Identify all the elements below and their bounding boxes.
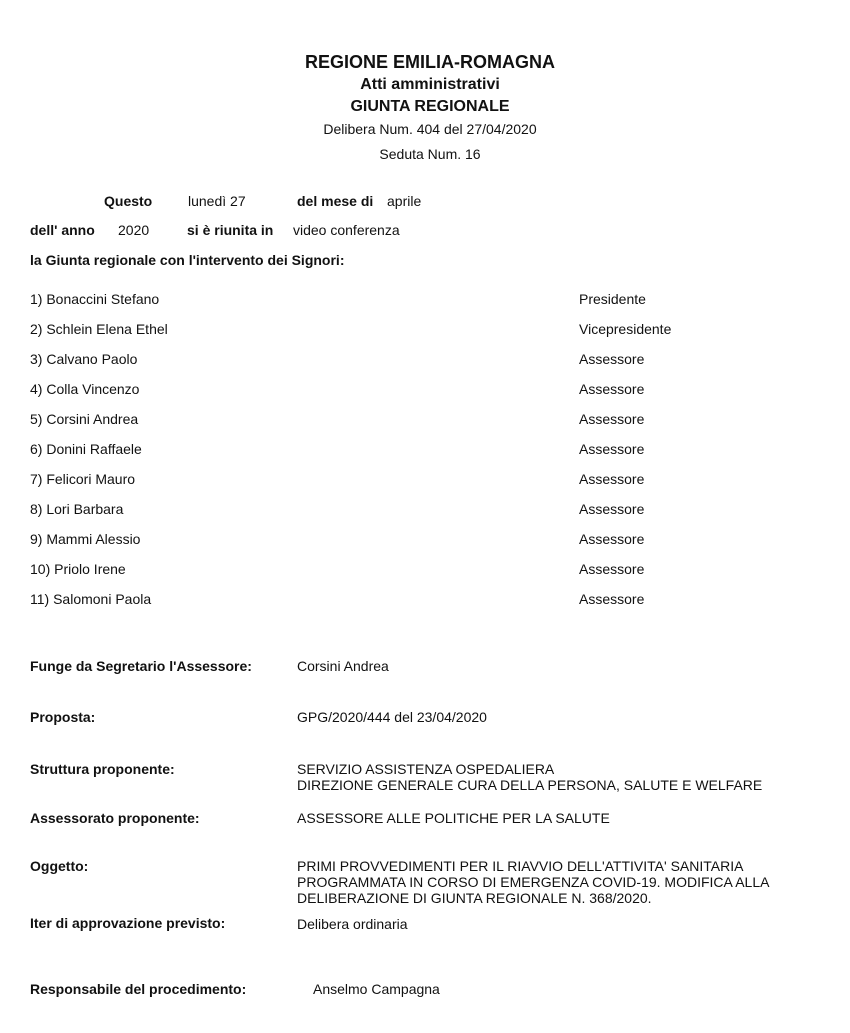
member-role: Assessore	[579, 381, 645, 397]
riunita-label: si è riunita in	[187, 222, 274, 238]
oggetto-line: DELIBERAZIONE DI GIUNTA REGIONALE N. 368/2020.	[297, 890, 652, 906]
meeting-year: 2020	[118, 222, 150, 238]
member-role: Assessore	[579, 351, 645, 367]
mese-label: del mese di	[297, 193, 374, 209]
member-name: 5) Corsini Andrea	[30, 411, 139, 427]
member-role: Vicepresidente	[579, 321, 672, 337]
meeting-month: aprile	[387, 193, 422, 209]
member-name: 3) Calvano Paolo	[30, 351, 138, 367]
members-intro: la Giunta regionale con l'intervento dei Signori:	[30, 252, 345, 268]
member-name: 2) Schlein Elena Ethel	[30, 321, 168, 337]
meeting-day: lunedì 27	[188, 193, 246, 209]
meeting-place: video conferenza	[293, 222, 400, 238]
member-role: Assessore	[579, 471, 645, 487]
assessorato-label: Assessorato proponente:	[30, 810, 200, 826]
iter-value: Delibera ordinaria	[297, 916, 408, 932]
council-subtitle: GIUNTA REGIONALE	[350, 98, 510, 115]
anno-label: dell' anno	[30, 222, 95, 238]
member-name: 10) Priolo Irene	[30, 561, 126, 577]
member-role: Presidente	[579, 291, 646, 307]
delibera-number: Delibera Num. 404 del 27/04/2020	[323, 121, 537, 137]
member-role: Assessore	[579, 531, 645, 547]
responsabile-label: Responsabile del procedimento:	[30, 981, 247, 997]
proposta-label: Proposta:	[30, 709, 96, 725]
iter-label: Iter di approvazione previsto:	[30, 915, 226, 931]
member-role: Assessore	[579, 411, 645, 427]
proposta-value: GPG/2020/444 del 23/04/2020	[297, 709, 487, 725]
member-name: 9) Mammi Alessio	[30, 531, 141, 547]
struttura-label: Struttura proponente:	[30, 761, 175, 777]
member-name: 1) Bonaccini Stefano	[30, 291, 160, 307]
member-role: Assessore	[579, 561, 645, 577]
region-title: REGIONE EMILIA-ROMAGNA	[305, 52, 555, 72]
assessorato-value: ASSESSORE ALLE POLITICHE PER LA SALUTE	[297, 810, 610, 826]
member-name: 8) Lori Barbara	[30, 501, 124, 517]
member-name: 7) Felicori Mauro	[30, 471, 136, 487]
member-name: 6) Donini Raffaele	[30, 441, 142, 457]
segretario-label: Funge da Segretario l'Assessore:	[30, 658, 252, 674]
acts-subtitle: Atti amministrativi	[360, 76, 500, 93]
oggetto-label: Oggetto:	[30, 858, 89, 874]
responsabile-value: Anselmo Campagna	[313, 981, 440, 997]
oggetto-value	[297, 858, 769, 906]
member-name: 4) Colla Vincenzo	[30, 381, 140, 397]
struttura-value	[297, 761, 762, 793]
struttura-line: SERVIZIO ASSISTENZA OSPEDALIERA	[297, 761, 555, 777]
member-role: Assessore	[579, 501, 645, 517]
seduta-number: Seduta Num. 16	[379, 146, 481, 162]
segretario-value: Corsini Andrea	[297, 658, 389, 674]
struttura-line: DIREZIONE GENERALE CURA DELLA PERSONA, SALUTE E WELFARE	[297, 777, 763, 793]
oggetto-line: PROGRAMMATA IN CORSO DI EMERGENZA COVID-19. MODIFICA ALLA	[297, 874, 770, 890]
questo-label: Questo	[104, 193, 153, 209]
oggetto-line: PRIMI PROVVEDIMENTI PER IL RIAVVIO DELL'ATTIVITA' SANITARIA	[297, 858, 744, 874]
member-role: Assessore	[579, 591, 645, 607]
member-name: 11) Salomoni Paola	[30, 591, 152, 607]
member-role: Assessore	[579, 441, 645, 457]
